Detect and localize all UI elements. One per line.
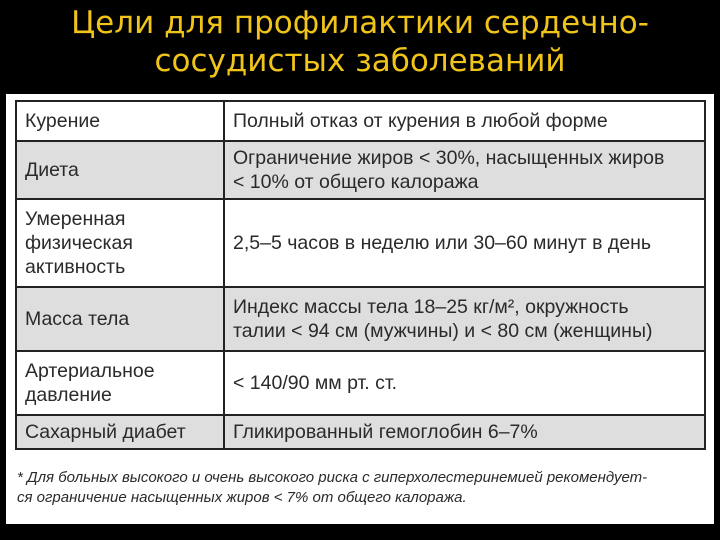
target-text: < 10% от общего калоража	[233, 171, 479, 193]
table-row-smoking	[16, 101, 705, 141]
content-panel	[6, 94, 714, 524]
target-cell	[224, 415, 705, 449]
target-text: Гликированный гемоглобин 6–7%	[233, 421, 538, 443]
prevention-goals-table	[15, 100, 706, 450]
table-row-body-mass	[16, 287, 705, 351]
slide-title	[0, 4, 720, 80]
footnote-line-1: * Для больных высокого и очень высокого риска с гиперхолестеринемией рекомендует-	[17, 469, 648, 486]
slide-title-line-2: сосудистых заболеваний	[154, 43, 566, 79]
factor-label: Умеренная	[25, 208, 126, 230]
target-text: Ограничение жиров < 30%, насыщенных жиров	[233, 147, 665, 169]
target-cell	[224, 199, 705, 287]
factor-label: Артериальное	[25, 360, 155, 382]
table-row-blood-pressure	[16, 351, 705, 415]
table-row-diabetes	[16, 415, 705, 449]
slide-title-line-1: Цели для профилактики сердечно-	[71, 5, 649, 41]
factor-cell	[16, 141, 224, 199]
factor-label: Сахарный диабет	[25, 421, 186, 443]
target-cell	[224, 141, 705, 199]
factor-label: активность	[25, 256, 126, 278]
table-row-diet	[16, 141, 705, 199]
footnote	[17, 468, 709, 508]
factor-label: физическая	[25, 232, 133, 254]
target-cell	[224, 287, 705, 351]
target-text: 2,5–5 часов в неделю или 30–60 минут в день	[233, 232, 652, 254]
factor-label: Курение	[25, 110, 101, 132]
table-row-physical-activity	[16, 199, 705, 287]
factor-cell	[16, 351, 224, 415]
factor-label: Диета	[25, 159, 79, 181]
factor-label: давление	[25, 384, 112, 406]
target-cell	[224, 101, 705, 141]
factor-cell	[16, 287, 224, 351]
footnote-line-2: ся ограничение насыщенных жиров < 7% от общего калоража.	[17, 489, 467, 506]
factor-cell	[16, 101, 224, 141]
target-text: талии < 94 см (мужчины) и < 80 см (женщины)	[233, 320, 653, 342]
factor-cell	[16, 415, 224, 449]
target-cell	[224, 351, 705, 415]
target-text: Индекс массы тела 18–25 кг/м², окружность	[233, 296, 629, 318]
target-text: Полный отказ от курения в любой форме	[233, 110, 608, 132]
target-text: < 140/90 мм рт. ст.	[233, 372, 398, 394]
factor-cell	[16, 199, 224, 287]
factor-label: Масса тела	[25, 308, 130, 330]
